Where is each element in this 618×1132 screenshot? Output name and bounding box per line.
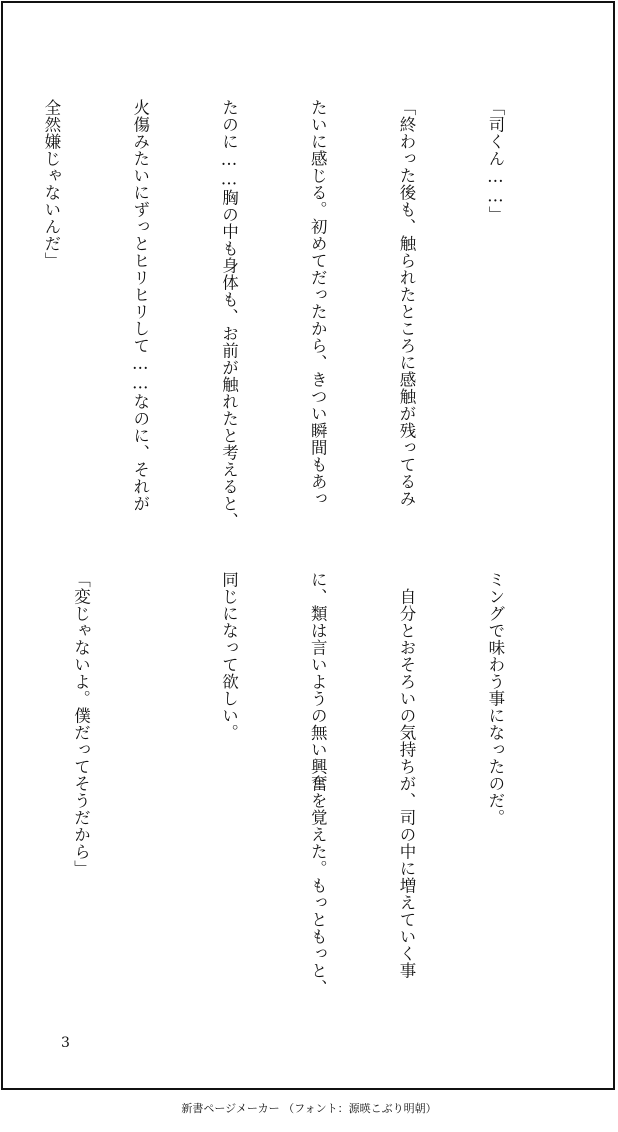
- text-line: 「変じゃないよ。僕だってそうだから」: [71, 571, 91, 877]
- page-frame: [1, 1, 615, 1090]
- page-number: 3: [61, 1035, 70, 1051]
- text-line: 「終わった後も、触られたところに感触が残ってるみ: [397, 99, 417, 507]
- text-line: たいに感じる。初めてだったから、きつい瞬間もあっ: [308, 99, 328, 507]
- text-column-bottom: [0, 571, 569, 1007]
- text-line: 全然嫌じゃないんだ」: [41, 99, 61, 269]
- text-line: たのに……胸の中も身体も、お前が触れたと考えると、: [219, 99, 239, 529]
- text-line: 自分とおそろいの気持ちが、司の中に増えていく事: [397, 571, 417, 979]
- text-line: 同じになって欲しい。: [219, 571, 239, 741]
- text-line: 火傷みたいにずっとヒリヒリして……なのに、それが: [130, 99, 150, 512]
- text-line: ミングで味わう事になったのだ。: [485, 571, 505, 826]
- text-line: 「司くん……」: [485, 99, 505, 223]
- text-column-top: [0, 99, 569, 535]
- text-line: に、類は言いようの無い興奮を覚えた。もっともっと、: [308, 571, 328, 996]
- footer-credit: 新書ページメーカー （フォント：源暎こぶり明朝）: [181, 1102, 437, 1115]
